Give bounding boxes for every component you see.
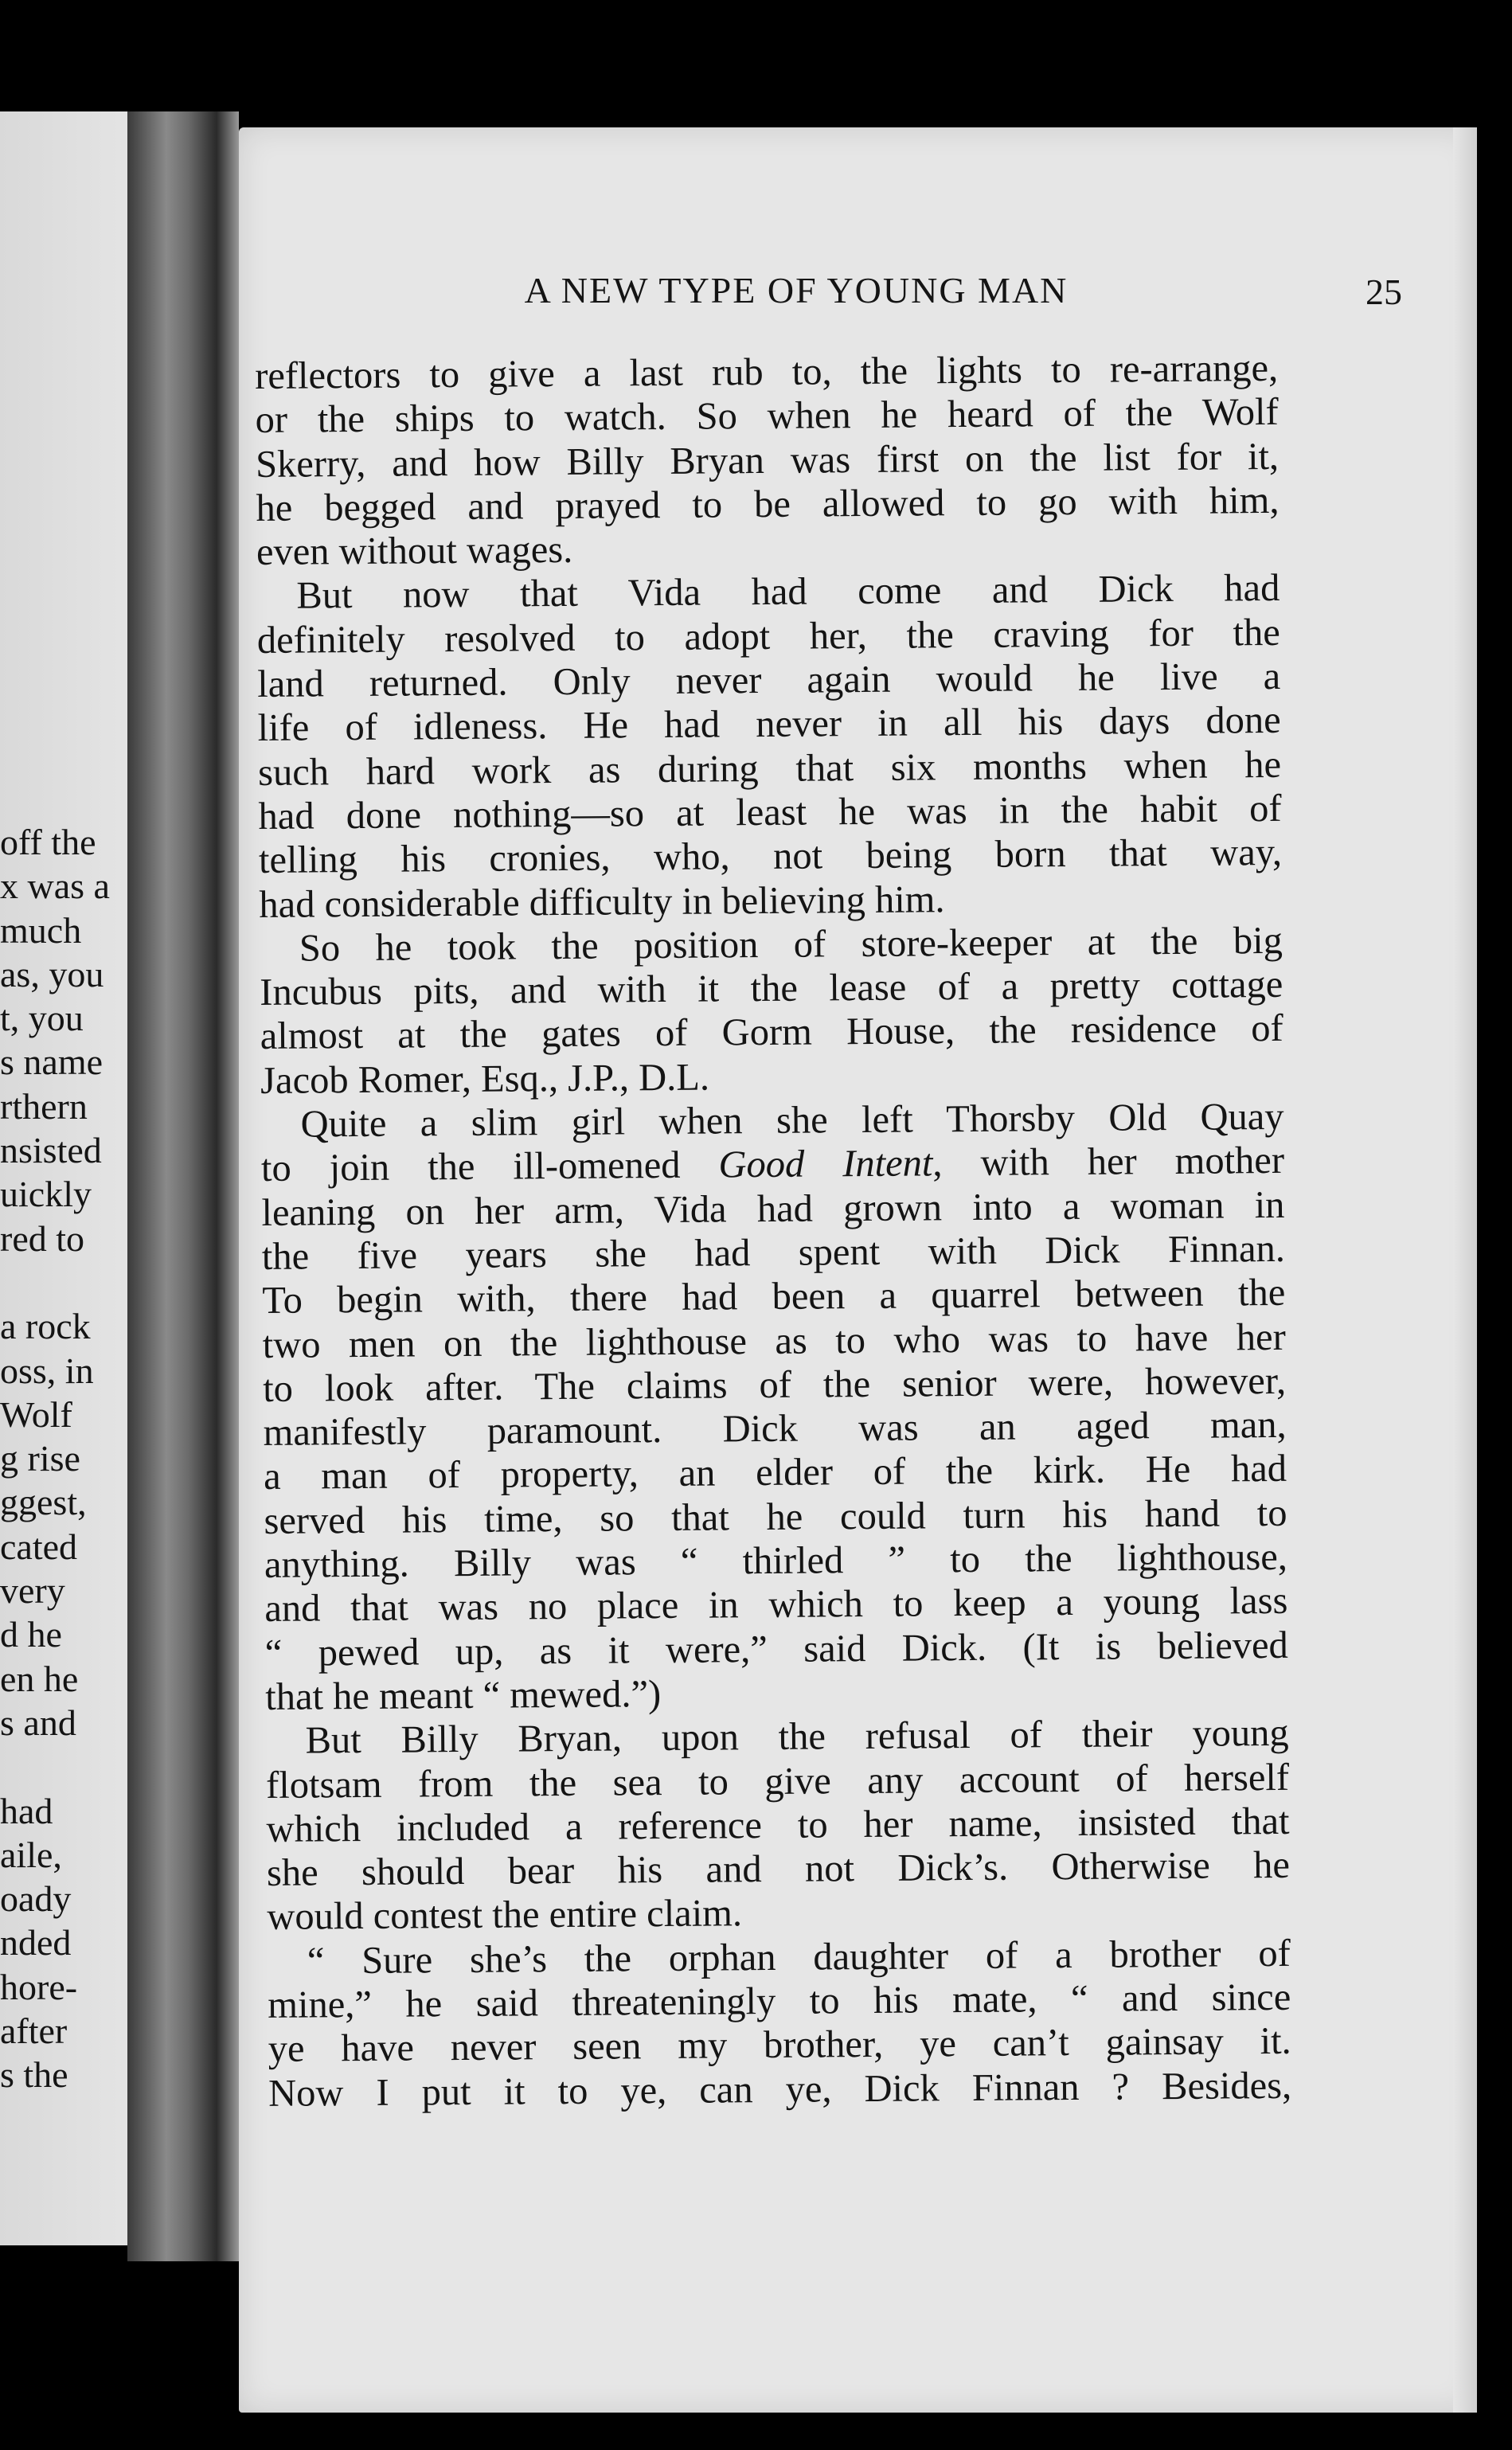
text-line: almost at the gates of Gorm House, the residence of <box>260 1007 1283 1058</box>
text-line: definitely resolved to adopt her, the craving for the <box>256 611 1280 662</box>
text-line: life of idleness. He had never in all his days done <box>257 699 1281 750</box>
left-line: very <box>0 1570 65 1612</box>
left-line: oady <box>0 1878 72 1920</box>
previous-page-text <box>0 820 135 2097</box>
text-line: So he took the position of store-keeper at the big <box>299 919 1283 970</box>
left-line: red to <box>0 1217 85 1259</box>
text-line: To begin with, there had been a quarrel between the <box>262 1272 1286 1323</box>
text-line: or the ships to watch. So when he heard of the Wolf <box>255 391 1279 442</box>
left-line: g rise <box>0 1438 80 1479</box>
left-line: as, you <box>0 953 104 994</box>
left-line: ggest, <box>0 1482 87 1523</box>
text-line: Incubus pits, and with it the lease of a pretty cottage <box>260 963 1283 1014</box>
text-line: flotsam from the sea to give any account of herself <box>265 1756 1290 1807</box>
text-line: would contest the entire claim. <box>267 1892 743 1939</box>
left-line: x was a <box>0 866 110 907</box>
text-line: But Billy Bryan, upon the refusal of their young <box>305 1712 1289 1762</box>
ship-name: Good Intent <box>718 1142 933 1186</box>
running-title: A NEW TYPE OF YOUNG MAN <box>524 270 1069 311</box>
text-line: “ Sure she’s the orphan daughter of a brother of <box>307 1932 1291 1983</box>
text-line: had done nothing—so at least he was in the habit of <box>258 787 1282 838</box>
text-line: reflectors to give a last rub to, the lights to re-arrange, <box>255 346 1279 397</box>
left-line: s name <box>0 1041 104 1083</box>
text-line: leaning on her arm, Vida had grown into a woman in <box>261 1183 1285 1234</box>
text-line: telling his cronies, who, not being born that way, <box>258 831 1283 882</box>
text-line: to join the ill-omened Good Intent, with her mother <box>260 1139 1285 1190</box>
text-line: had considerable difficulty in believing him. <box>259 877 945 926</box>
left-line: oss, in <box>0 1350 94 1391</box>
text-line: she should bear his and not Dick’s. Otherwise he <box>266 1843 1291 1895</box>
left-line <box>0 1260 135 1304</box>
text-line: to look after. The claims of the senior were, however, <box>262 1359 1287 1410</box>
left-line: nsisted <box>0 1130 102 1171</box>
left-line: hore- <box>0 1966 78 2007</box>
text-line: But now that Vida had come and Dick had <box>296 567 1280 618</box>
text-line: Skerry, and how Billy Bryan was first on the list for it, <box>255 435 1280 486</box>
left-line: s the <box>0 2054 68 2096</box>
running-head <box>398 269 1417 333</box>
text-line: the five years she had spent with Dick Finnan. <box>261 1227 1286 1278</box>
text-line: manifestly paramount. Dick was an aged man, <box>263 1403 1287 1455</box>
left-line: rthern <box>0 1085 88 1127</box>
text-line: and that was no place in which to keep a young lass <box>264 1580 1288 1631</box>
text-line: Quite a slim girl when she left Thorsby Old Quay <box>300 1095 1284 1146</box>
text-line: served his time, so that he could turn his hand to <box>264 1491 1287 1542</box>
left-line <box>0 1745 135 1788</box>
left-line: uickly <box>0 1174 92 1215</box>
text-line: “ pewed up, as it were,” said Dick. (It is believed <box>264 1624 1288 1674</box>
left-line: had <box>0 1790 53 1831</box>
book-page <box>239 127 1477 2413</box>
book-gutter-shadow <box>127 111 239 2261</box>
text-line: two men on the lighthouse as to who was to have her <box>262 1315 1286 1366</box>
left-line: off the <box>0 822 96 862</box>
text-line: ye have never seen my brother, ye can’t gainsay it. <box>268 2020 1291 2071</box>
text-line: that he meant “ mewed.”) <box>265 1672 662 1718</box>
left-line: s and <box>0 1702 76 1743</box>
text-line: he begged and prayed to be allowed to go with him, <box>256 479 1280 529</box>
left-line: t, you <box>0 998 84 1039</box>
text-line: Now I put it to ye, can ye, Dick Finnan ? Besides, <box>268 2064 1292 2115</box>
left-line: cated <box>0 1526 78 1567</box>
text-line: land returned. Only never again would he live a <box>257 655 1281 706</box>
left-line: nded <box>0 1922 72 1964</box>
page-body-text <box>255 346 1291 2116</box>
text-line: even without wages. <box>256 529 573 574</box>
text-line: which included a reference to her name, insisted that <box>266 1799 1290 1850</box>
left-line: a rock <box>0 1306 91 1347</box>
text-line: such hard work as during that six months when he <box>257 743 1282 794</box>
text-line: mine,” he said threateningly to his mate, “ and since <box>268 1975 1291 2026</box>
left-line: much <box>0 909 82 951</box>
left-line: after <box>0 2010 68 2052</box>
page-edge <box>1453 127 1477 2413</box>
left-line: en he <box>0 1658 79 1699</box>
text-line: Jacob Romer, Esq., J.P., D.L. <box>260 1056 710 1102</box>
text-line: anything. Billy was “ thirled ” to the lighthouse, <box>264 1535 1288 1586</box>
left-line: aile, <box>0 1834 62 1875</box>
page-number: 25 <box>1365 272 1402 312</box>
left-line: d he <box>0 1614 62 1655</box>
text-line: a man of property, an elder of the kirk. He had <box>263 1448 1287 1499</box>
left-line: Wolf <box>0 1393 72 1435</box>
